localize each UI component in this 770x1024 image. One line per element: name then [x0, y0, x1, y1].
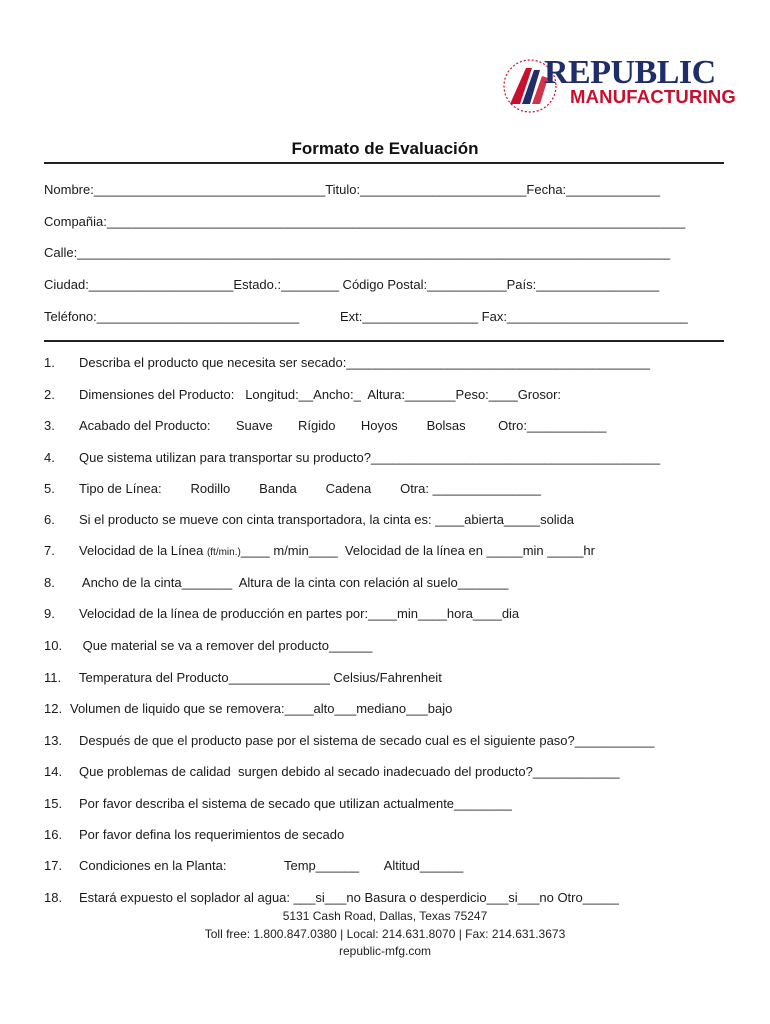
footer-website-link[interactable]: republic-mfg.com	[338, 944, 432, 958]
question-text[interactable]: Por favor describa el sistema de secado que utilizan actualmente________	[79, 796, 512, 811]
field-row-nombre-titulo-fecha[interactable]: Nombre:________________________________Titulo:_______________________Fecha:_____________	[44, 182, 661, 197]
question-text[interactable]: Por favor defina los requerimientos de secado	[79, 827, 345, 842]
field-row-compania[interactable]: Compañia:________________________________________________________________________________	[44, 214, 686, 229]
question-number: 13.	[44, 733, 63, 748]
question-number: 7.	[44, 543, 55, 558]
question-number: 9.	[44, 606, 55, 621]
field-telefono[interactable]: Teléfono:____________________________	[44, 309, 300, 324]
question-number: 10.	[44, 638, 63, 653]
question-number: 15.	[44, 796, 63, 811]
logo-manufacturing-text: MANUFACTURING	[570, 86, 737, 107]
footer-address: 5131 Cash Road, Dallas, Texas 75247	[282, 909, 488, 923]
question-text-part: ____ m/min____ Velocidad de la línea en _____min _____hr	[240, 543, 595, 558]
question-number: 1.	[44, 355, 55, 370]
page-title: Formato de Evaluación	[291, 139, 479, 158]
field-row-calle[interactable]: Calle:__________________________________________________________________________________	[44, 245, 671, 260]
question-number: 12.	[44, 701, 63, 716]
question-text[interactable]: Dimensiones del Producto: Longitud:__Ancho:_ Altura:_______Peso:____Grosor:	[79, 387, 562, 402]
field-ext-fax[interactable]: Ext:________________ Fax:_________________________	[340, 309, 688, 324]
question-number: 4.	[44, 450, 55, 465]
question-text[interactable]: Ancho de la cinta_______ Altura de la cinta con relación al suelo_______	[79, 575, 509, 590]
question-number: 3.	[44, 418, 55, 433]
question-text[interactable]	[79, 543, 595, 558]
question-text[interactable]: Después de que el producto pase por el sistema de secado cual es el siguiente paso?___________	[79, 733, 655, 748]
question-number: 16.	[44, 827, 63, 842]
question-text[interactable]: Que sistema utilizan para transportar su producto?________________________________________	[79, 450, 661, 465]
question-number: 11.	[44, 670, 62, 685]
question-number: 18.	[44, 890, 63, 905]
logo-republic-text: REPUBLIC	[544, 54, 716, 91]
question-text[interactable]: Volumen de liquido que se removera:____alto___mediano___bajo	[70, 701, 453, 716]
question-number: 5.	[44, 481, 55, 496]
question-text[interactable]: Que problemas de calidad surgen debido al secado inadecuado del producto?____________	[79, 764, 620, 779]
company-logo	[500, 54, 737, 114]
question-text[interactable]: Condiciones en la Planta: Temp______ Altitud______	[79, 858, 464, 873]
title-rule	[44, 162, 724, 164]
question-text-part: Velocidad de la Línea	[79, 543, 207, 558]
question-text[interactable]: Tipo de Línea: Rodillo Banda Cadena Otra: _______________	[79, 481, 542, 496]
question-text[interactable]: Acabado del Producto: Suave Rígido Hoyos Bolsas Otro:___________	[79, 418, 607, 433]
field-row-ciudad-estado-postal-pais[interactable]: Ciudad:____________________Estado.:________ Código Postal:___________País:_________________	[44, 277, 660, 292]
question-text[interactable]: Temperatura del Producto______________ Celsius/Fahrenheit	[79, 670, 442, 685]
question-text[interactable]: Si el producto se mueve con cinta transportadora, la cinta es: ____abierta_____solida	[79, 512, 575, 527]
question-number: 2.	[44, 387, 55, 402]
fields-rule	[44, 340, 724, 342]
unit-ft-min: (ft/min.)	[206, 547, 241, 558]
question-text[interactable]: Estará expuesto el soplador al agua: ___si___no Basura o desperdicio___si___no Otro_____	[79, 890, 619, 905]
question-number: 14.	[44, 764, 63, 779]
question-number: 6.	[44, 512, 55, 527]
question-text[interactable]: Describa el producto que necesita ser secado:__________________________________________	[79, 355, 651, 370]
footer-phones: Toll free: 1.800.847.0380 | Local: 214.631.8070 | Fax: 214.631.3673	[204, 927, 566, 941]
question-number: 17.	[44, 858, 63, 873]
question-text[interactable]: Que material se va a remover del producto______	[79, 638, 373, 653]
question-text[interactable]: Velocidad de la línea de producción en partes por:____min____hora____dia	[79, 606, 520, 621]
question-number: 8.	[44, 575, 55, 590]
